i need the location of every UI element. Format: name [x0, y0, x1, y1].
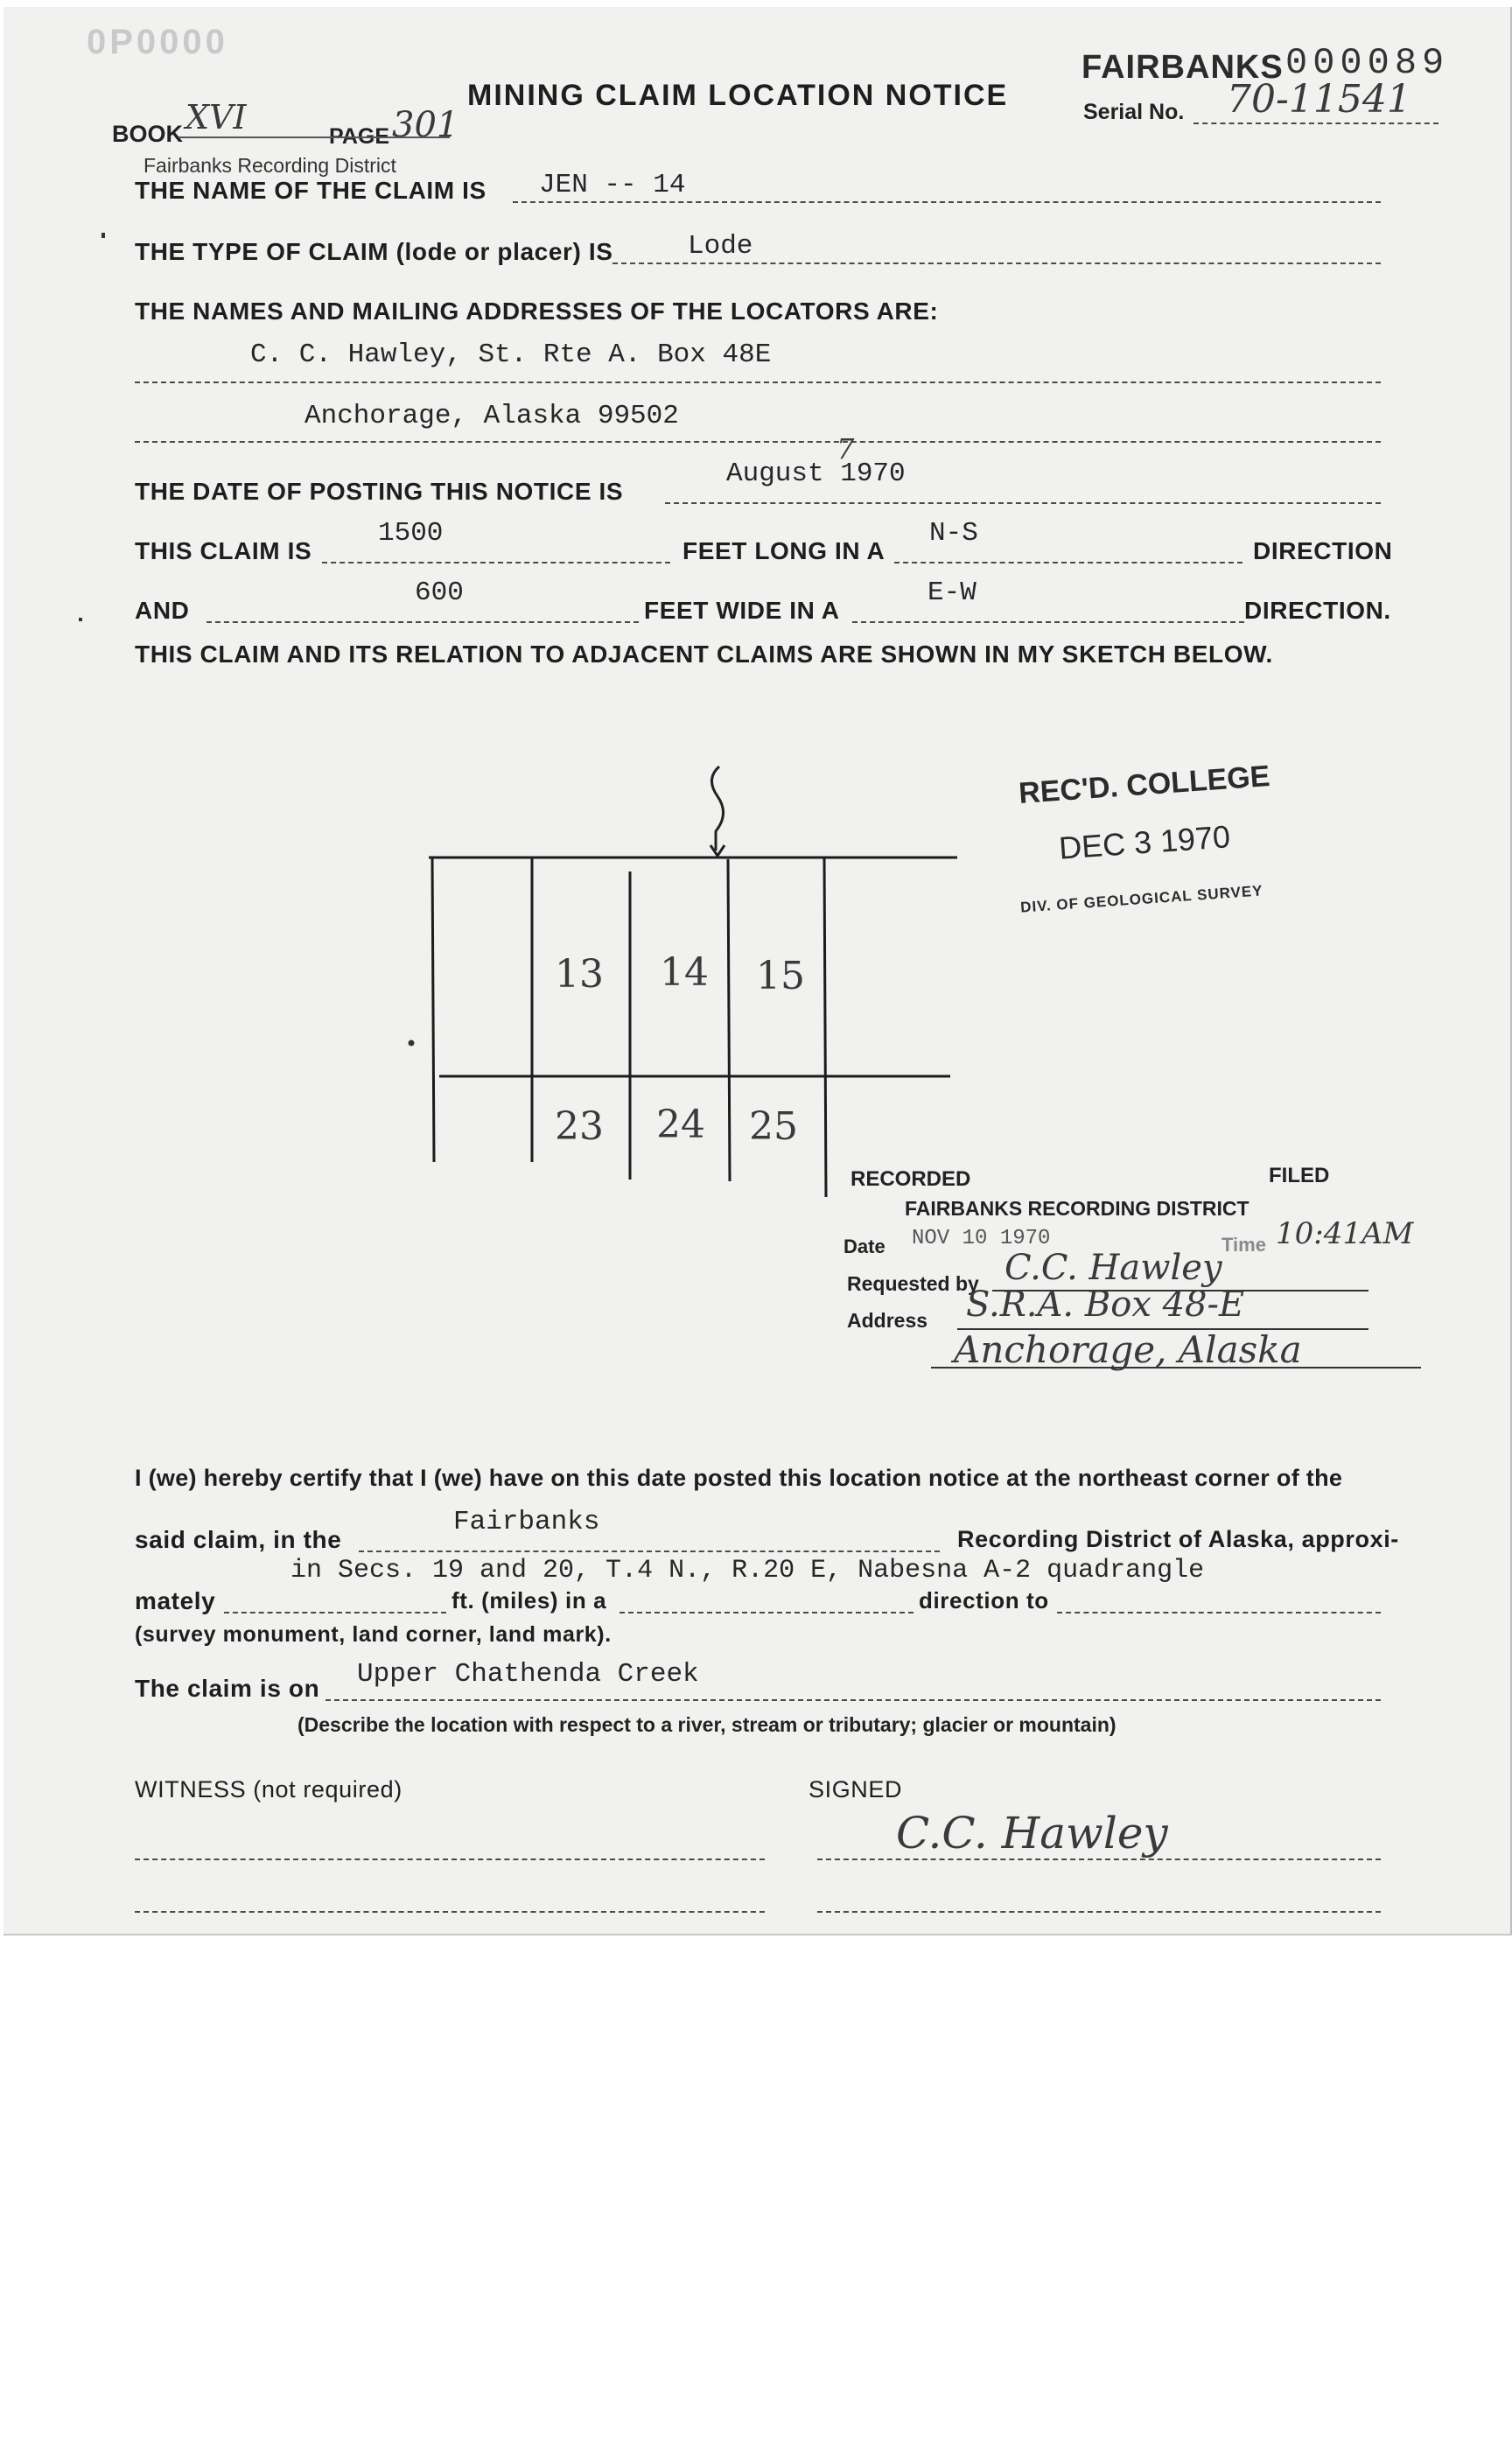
received-stamp-date: DEC 3 1970: [1057, 818, 1232, 866]
direction-to-line: [1057, 1612, 1381, 1614]
notice-form: [4, 7, 1512, 1936]
locator-line-2: Anchorage, Alaska 99502: [304, 401, 679, 431]
claim-type-label: THE TYPE OF CLAIM (lode or placer) IS: [135, 238, 613, 265]
claim-on-label: The claim is on: [135, 1675, 320, 1702]
page-title: MINING CLAIM LOCATION NOTICE: [467, 79, 1009, 112]
claim-type-line: [612, 262, 1381, 264]
cell-24: 24: [656, 1102, 705, 1147]
address-value-2: Anchorage, Alaska: [954, 1328, 1302, 1371]
district-value: Fairbanks: [453, 1507, 600, 1537]
recording-district-label: Fairbanks Recording District: [144, 154, 396, 177]
width-value: 600: [415, 578, 464, 608]
width-line: [206, 621, 639, 623]
length-line: [322, 562, 670, 564]
direction-label-1: DIRECTION: [1253, 537, 1393, 564]
locators-label: THE NAMES AND MAILING ADDRESSES OF THE LOCATORS ARE:: [135, 298, 939, 325]
arrow-curve: [711, 766, 723, 850]
length-dir-line: [894, 562, 1242, 564]
direction-line: [620, 1612, 914, 1614]
mately-label: mately: [135, 1587, 216, 1614]
received-stamp-line: REC'D. COLLEGE: [1017, 760, 1271, 810]
witness-line-1: [135, 1858, 765, 1860]
district-line: [359, 1550, 940, 1552]
length-label: THIS CLAIM IS: [135, 537, 312, 564]
book-label: BOOK: [112, 121, 183, 147]
requested-by-label: Requested by: [847, 1272, 979, 1295]
posting-date-label: THE DATE OF POSTING THIS NOTICE IS: [135, 478, 624, 505]
length-mid-label: FEET LONG IN A: [682, 537, 886, 564]
recorded-time-label: Time: [1222, 1234, 1266, 1256]
posting-date-line: [665, 502, 1381, 504]
width-dir-line: [852, 621, 1244, 623]
locator-line-2-rule: [135, 441, 1381, 443]
requested-by-value: C.C. Hawley: [1004, 1248, 1222, 1288]
address-label: Address: [847, 1309, 928, 1332]
locator-line-1: C. C. Hawley, St. Rte A. Box 48E: [250, 340, 772, 370]
serial-label: Serial No.: [1083, 100, 1185, 124]
said-claim-label: said claim, in the: [135, 1526, 342, 1553]
claim-on-value: Upper Chathenda Creek: [357, 1659, 699, 1690]
witness-label: WITNESS (not required): [135, 1776, 402, 1802]
claim-type-value: Lode: [688, 231, 753, 262]
claim-name-label: THE NAME OF THE CLAIM IS: [135, 177, 486, 204]
certify-statement: I (we) hereby certify that I (we) have on this date posted this location notice at the northeast corner of the: [135, 1465, 1343, 1491]
sketch-vline-5: [824, 858, 826, 1197]
recorded-time-value: 10:41AM: [1276, 1216, 1414, 1251]
cell-25: 25: [749, 1104, 798, 1149]
cell-23: 23: [555, 1104, 604, 1149]
sketch-dot: [409, 1040, 415, 1046]
length-direction: N-S: [929, 518, 978, 549]
width-direction: E-W: [928, 578, 976, 608]
corner-stamp: 0P0000: [87, 23, 228, 61]
book-value: XVI: [186, 98, 247, 136]
direction-to-label: direction to: [919, 1587, 1049, 1614]
sketch-vline-4: [728, 859, 730, 1181]
claim-name-line: [513, 201, 1381, 203]
length-value: 1500: [378, 518, 444, 549]
recorded-date-label: Date: [844, 1236, 886, 1257]
cell-14: 14: [660, 950, 709, 995]
and-label: AND: [135, 597, 190, 624]
district-tail: Recording District of Alaska, approxi-: [957, 1526, 1399, 1552]
width-mid-label: FEET WIDE IN A: [644, 597, 840, 624]
serial-value: 70-11541: [1227, 77, 1411, 122]
signed-label: SIGNED: [808, 1776, 903, 1802]
received-stamp-division: DIV. OF GEOLOGICAL SURVEY: [1019, 882, 1264, 916]
sketch-label: THIS CLAIM AND ITS RELATION TO ADJACENT CLAIMS ARE SHOWN IN MY SKETCH BELOW.: [135, 640, 1273, 668]
stray-mark-2: [79, 618, 82, 621]
witness-line-2: [135, 1911, 765, 1913]
signature: C.C. Hawley: [896, 1808, 1168, 1858]
describe-note: (Describe the location with respect to a river, stream or tributary; glacier or mountain): [298, 1713, 1116, 1736]
recorded-district: FAIRBANKS RECORDING DISTRICT: [905, 1197, 1250, 1220]
filed-label: FILED: [1269, 1164, 1330, 1187]
address-rule-2: [931, 1367, 1421, 1368]
signed-line-1: [817, 1858, 1381, 1860]
survey-note: (survey monument, land corner, land mark).: [135, 1622, 612, 1647]
page-label: PAGE: [329, 124, 389, 149]
signed-line-2: [817, 1911, 1381, 1913]
address-value-1: S.R.A. Box 48-E: [966, 1284, 1245, 1325]
arrow-head: [710, 845, 724, 856]
stray-mark-1: [102, 233, 105, 238]
posting-day: 7: [836, 432, 855, 466]
ft-label: ft. (miles) in a: [452, 1587, 607, 1614]
sketch-vline-1: [432, 858, 434, 1162]
claim-on-line: [326, 1699, 1381, 1701]
serial-line: [1194, 122, 1438, 124]
posting-date-value: August 1970: [726, 458, 906, 489]
book-page-rule: [178, 136, 450, 138]
cell-15: 15: [756, 954, 805, 998]
page-value: 301: [392, 105, 459, 145]
recorded-label: RECORDED: [850, 1167, 971, 1191]
stamp-number: 000089: [1285, 42, 1450, 84]
location-value: in Secs. 19 and 20, T.4 N., R.20 E, Nabesna A-2 quadrangle: [290, 1556, 1205, 1586]
recorded-date-value: NOV 10 1970: [912, 1227, 1051, 1250]
district-stamp: FAIRBANKS: [1082, 49, 1284, 86]
claim-name-value: JEN -- 14: [539, 170, 686, 200]
cell-13: 13: [555, 952, 604, 997]
locator-line-1-rule: [135, 382, 1381, 383]
direction-label-2: DIRECTION.: [1244, 597, 1391, 624]
distance-line: [224, 1612, 446, 1614]
